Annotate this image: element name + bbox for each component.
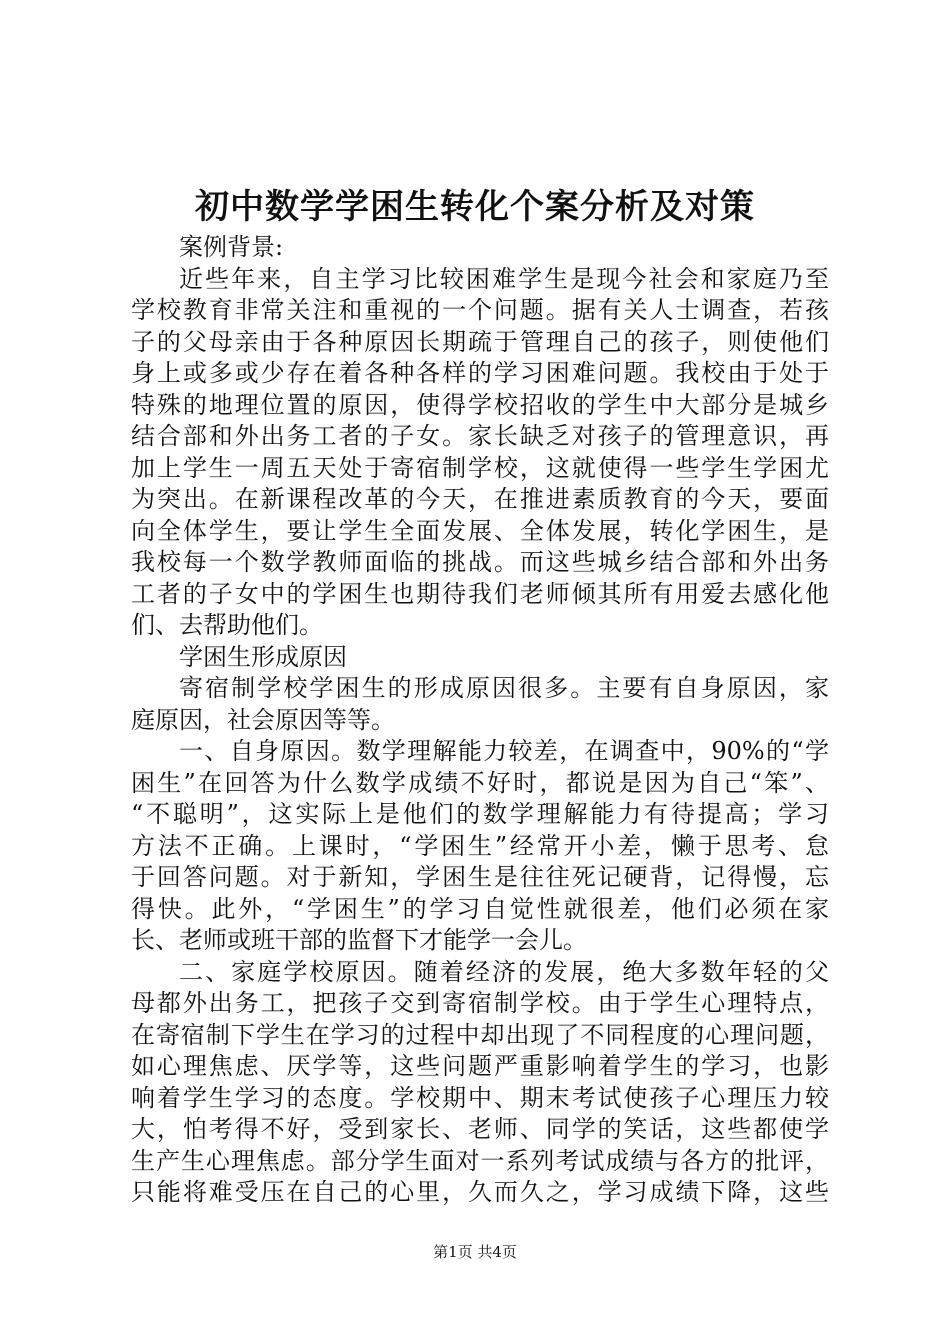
- text-line: “不聪明”，这实际上是他们的数学理解能力有待提高；学习: [131, 800, 829, 828]
- text-line: 庭原因，社会原因等等。: [131, 705, 395, 734]
- text-line: 如心理焦虑、厌学等，这些问题严重影响着学生的学习，也影: [131, 1052, 829, 1080]
- text-line: 子的父母亲由于各种原因长期疏于管理自己的孩子，则使他们: [131, 327, 829, 356]
- text-line: 一、自身原因。数学理解能力较差，在调查中，90%的“学: [179, 737, 829, 765]
- text-line: 生产生心理焦虑。部分学生面对一系列考试成绩与各方的批评，: [131, 1146, 829, 1175]
- text-line: 只能将难受压在自己的心里，久而久之，学习成绩下降，这些: [131, 1178, 829, 1206]
- text-line: 我校每一个数学教师面临的挑战。而这些城乡结合部和外出务: [131, 548, 829, 576]
- document-body: [131, 232, 829, 1209]
- text-line: 为突出。在新课程改革的今天，在推进素质教育的今天，要面: [131, 485, 829, 513]
- text-line: 们、去帮助他们。: [131, 611, 323, 639]
- text-line: 近些年来，自主学习比较困难学生是现今社会和家庭乃至: [179, 264, 829, 293]
- text-line: 母都外出务工，把孩子交到寄宿制学校。由于学生心理特点，: [131, 989, 829, 1017]
- text-line: 于回答问题。对于新知，学困生是往往死记硬背，记得慢，忘: [131, 863, 829, 891]
- text-line: 在寄宿制下学生在学习的过程中却出现了不同程度的心理问题，: [131, 1020, 829, 1049]
- text-line: 身上或多或少存在着各种各样的学习困难问题。我校由于处于: [131, 359, 829, 387]
- text-line: 学校教育非常关注和重视的一个问题。据有关人士调查，若孩: [131, 296, 829, 324]
- text-line: 特殊的地理位置的原因，使得学校招收的学生中大部分是城乡: [131, 390, 829, 419]
- text-line: 加上学生一周五天处于寄宿制学校，这就使得一些学生学困尤: [131, 453, 829, 482]
- text-line: 得快。此外，“学困生”的学习自觉性就很差，他们必须在家: [131, 894, 829, 923]
- text-line: 大，怕考得不好，受到家长、老师、同学的笑话，这些都使学: [131, 1115, 829, 1143]
- text-line: 向全体学生，要让学生全面发展、全体发展，转化学困生，是: [131, 516, 829, 545]
- text-line: 困生”在回答为什么数学成绩不好时，都说是因为自己“笨”、: [131, 768, 829, 797]
- text-line: 寄宿制学校学困生的形成原因很多。主要有自身原因，家: [179, 674, 829, 702]
- text-line: 响着学生学习的态度。学校期中、期末考试使孩子心理压力较: [131, 1083, 829, 1112]
- text-line: 工者的子女中的学困生也期待我们老师倾其所有用爱去感化他: [131, 579, 829, 608]
- text-line: 学困生形成原因: [179, 642, 347, 671]
- page-footer: 第1页 共4页: [433, 1243, 517, 1261]
- text-line: 案例背景:: [179, 233, 284, 261]
- text-line: 方法不正确。上课时，“学困生”经常开小差，懒于思考、怠: [131, 831, 829, 860]
- text-line: 结合部和外出务工者的子女。家长缺乏对孩子的管理意识，再: [131, 422, 829, 450]
- text-line: 长、老师或班干部的监督下才能学一会儿。: [131, 926, 587, 954]
- document-title: 初中数学学困生转化个案分析及对策: [195, 187, 755, 227]
- text-line: 二、家庭学校原因。随着经济的发展，绝大多数年轻的父: [179, 957, 829, 986]
